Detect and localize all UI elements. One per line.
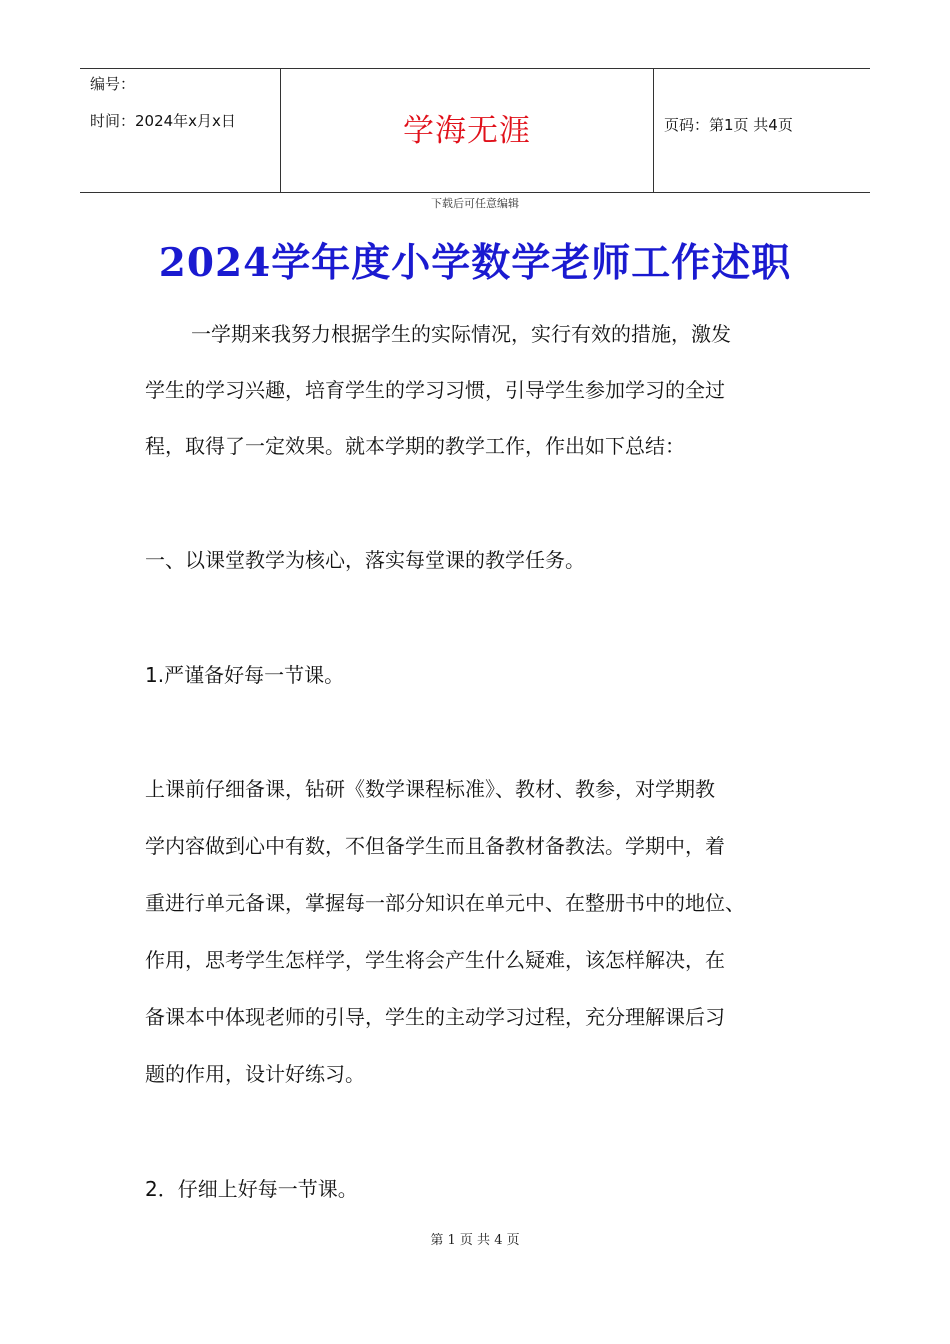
header-brand-cell bbox=[281, 69, 654, 193]
time-label: 时间：2024年x月x日 bbox=[90, 112, 236, 130]
header-page-cell bbox=[654, 69, 870, 193]
body-line: 上课前仔细备课，钻研《数学课程标准》、教材、教参，对学期教 bbox=[145, 777, 715, 801]
subsection-heading: 2．仔细上好每一节课。 bbox=[145, 1177, 358, 1201]
body-line: 重进行单元备课，掌握每一部分知识在单元中、在整册书中的地位、 bbox=[145, 891, 745, 915]
section-heading: 一、以课堂教学为核心，落实每堂课的教学任务。 bbox=[145, 548, 585, 572]
body-line: 备课本中体现老师的引导，学生的主动学习过程，充分理解课后习 bbox=[145, 1005, 725, 1029]
body-line: 题的作用，设计好练习。 bbox=[145, 1062, 365, 1086]
body-line: 学生的学习兴趣，培育学生的学习习惯，引导学生参加学习的全过 bbox=[145, 378, 725, 402]
document-title: 2024学年度小学数学老师工作述职 bbox=[158, 240, 792, 286]
brand-title: 学海无涯 bbox=[403, 113, 531, 149]
page-number-label: 页码：第1页 共4页 bbox=[664, 116, 793, 134]
header-table bbox=[80, 68, 870, 193]
body-line: 一学期来我努力根据学生的实际情况，实行有效的措施，激发 bbox=[191, 322, 731, 346]
editable-note: 下载后可任意编辑 bbox=[431, 197, 519, 210]
page-footer: 第 1 页 共 4 页 bbox=[430, 1233, 520, 1248]
body-line: 程，取得了一定效果。就本学期的教学工作，作出如下总结： bbox=[145, 434, 685, 458]
serial-number-label: 编号： bbox=[90, 75, 136, 93]
body-line: 作用，思考学生怎样学，学生将会产生什么疑难，该怎样解决，在 bbox=[145, 948, 725, 972]
subsection-heading: 1.严谨备好每一节课。 bbox=[145, 663, 345, 687]
header-info-cell bbox=[80, 69, 281, 193]
body-line: 学内容做到心中有数，不但备学生而且备教材备教法。学期中，着 bbox=[145, 834, 725, 858]
